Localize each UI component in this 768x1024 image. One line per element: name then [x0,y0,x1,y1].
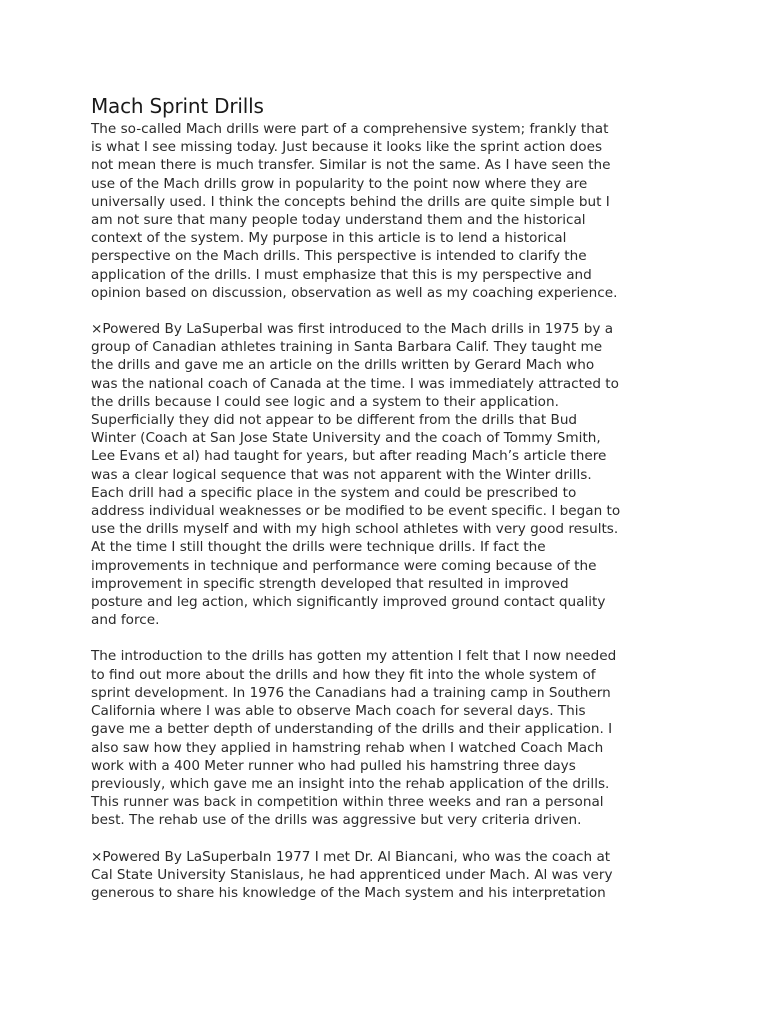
paragraph-training-camp: The introduction to the drills has gotten my attention I felt that I now needed to find out more about the drills and how they fit into the whole system of sprint development. In 1976 the Canadians had a training camp in Southern California where I was able to observe Mach coach for several days. This gave me a better depth of understanding of the drills and their application. I also saw how they applied in hamstring rehab when I watched Coach Mach work with a 400 Meter runner who had pulled his hamstring three days previously, which gave me an insight into the rehab application of the drills. This runner was back in competition within three weeks and ran a personal best. The rehab use of the drills was aggressive but very criteria driven. [91,648,617,829]
paragraph-first-introduction: ×Powered By LaSuperbal was first introduced to the Mach drills in 1975 by a group of Canadian athletes training in Santa Barbara Calif. They taught me the drills and gave me an article on the drills written by Gerard Mach who was the national coach of Canada at the time. I was immediately attracted to the drills because I could see logic and a system to their application. Superficially they did not appear to be different from the drills that Bud Winter (Coach at San Jose State University and the coach of Tommy Smith, Lee Evans et al) had taught for years, but after reading Mach’s article there was a clear logical sequence that was not apparent with the Winter drills. Each drill had a specific place in the system and could be prescribed to address individual weaknesses or be modified to be event specific. I began to use the drills myself and with my high school athletes with very good results. At the time I still thought the drills were technique drills. If fact the improvements in technique and performance were coming because of the improvement in specific strength developed that resulted in improved posture and leg action, which significantly improved ground contact quality and force. [91,321,621,629]
document-page [91,92,691,902]
paragraph-biancani: ×Powered By LaSuperbaIn 1977 I met Dr. Al Biancani, who was the coach at Cal State University Stanislaus, he had apprenticed under Mach. Al was very generous to share his knowledge of the Mach system and his interpretation [91,848,613,901]
document-title: Mach Sprint Drills [91,94,264,118]
paragraph-intro: The so-called Mach drills were part of a comprehensive system; frankly that is what I see missing today. Just because it looks like the sprint action does not mean there is much transfer. Similar is not the same. As I have seen the use of the Mach drills grow in popularity to the point now where they are universally used. I think the concepts behind the drills are quite simple but I am not sure that many people today understand them and the historical context of the system. My purpose in this article is to lend a historical perspective on the Mach drills. This perspective is intended to clarify the application of the drills. I must emphasize that this is my perspective and opinion based on discussion, observation as well as my coaching experience. [91,121,618,301]
